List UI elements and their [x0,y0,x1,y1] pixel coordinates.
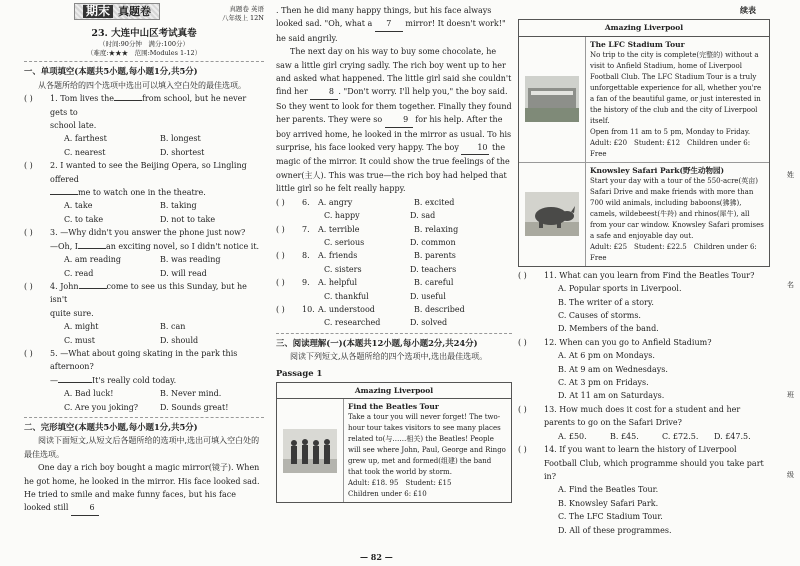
option-c[interactable]: C. sisters [324,264,362,274]
entry-text [585,163,769,266]
cloze-question-8 [276,249,512,262]
option-c[interactable]: C. happy [324,211,360,221]
question-number: 13. [544,404,560,414]
option-a[interactable]: A. understood [318,304,375,314]
stem-blank [114,100,142,101]
continued-label: 续表 [740,5,756,15]
banner-right: 真题卷 [118,5,152,18]
exam-difficulty: （难度:★★★ 范围:Modules 1-12） [86,49,202,58]
left-column [24,0,264,566]
option[interactable]: C. The LFC Stadium Tour. [558,512,663,522]
entry-body: Take a tour you will never forget! The two-hour tour takes visitors to see many places related to(与……相关) the Beatles! People will see where John, Paul, George and Ringo grew up, met and formed(组建) the band that took the world by storm. [348,413,506,477]
stem-blank [50,194,78,195]
question-stem [50,280,264,320]
options-row [276,236,512,249]
question-number: 14. [544,445,560,455]
question-number: 11. [544,270,560,280]
header-right [222,5,264,23]
stem-text: Tom lives the [60,94,114,104]
stem-text: If you want to learn the history of Liverpool Football Club, which programme should you take part in? [544,445,764,481]
cloze-blank-7[interactable]: 7 [375,17,403,31]
exam-title: 23. 大连中山区考试真卷 [91,28,197,39]
option-a[interactable]: A. might [64,322,99,332]
entry-body: Start your day with a tour of the 550-acre(英亩) Safari Drive and make friends with more than 700 wild animals, including baboons(狒狒), camels, wildebeest(牛羚) and rhinos(犀牛), all from your car window. Knowsley Safari promises a safe and enjoyable day out. [590,176,764,240]
answer-paren[interactable]: ( ) [518,337,527,347]
option-c[interactable]: C. must [64,335,95,345]
option[interactable]: B. Knowsley Safari Park. [558,498,659,508]
section1-questions [24,92,264,414]
cloze-question-10 [276,303,512,316]
option-d[interactable]: D. not to take [160,214,216,224]
option-d[interactable]: D. Sounds great! [160,402,229,412]
entry-price: Adult: £25 Student: £22.5 Children under 6: Free [590,242,757,262]
box-title: Amazing Liverpool [277,383,511,399]
cloze-text: One day a rich boy bought a magic mirror(镜子). When he got home, he looked in the mirror. His face looked sad. He tried to smile and make funny faces, but his face looked still [24,463,260,513]
stadium-photo [519,37,585,162]
cloze-text: for his help. After the boy arrived home, he looked in the mirror as usual. To his surprise, his face looked very happy. The boy [276,115,512,153]
option-d[interactable]: D. useful [410,291,446,301]
entry-price: Adult: £20 Student: £12 Children under 6: Free [590,138,751,158]
box-title: Amazing Liverpool [519,20,769,36]
stem-text: I wanted to see the Beijing Opera, so Lingling offered [50,161,247,184]
answer-paren[interactable]: ( ) [24,348,33,358]
entry-price: Adult: £18. 95 Student: £15 [348,479,452,488]
exam-header [24,3,264,25]
options-row [24,334,264,347]
question-number: 7. [302,224,310,234]
header-right-line2: 八年级上 12N [221,14,264,22]
cloze-text: . "Don't worry. I'll help you," the boy said. So they went to look for them together. Finally they found her parents. They were so [276,87,512,125]
option-b[interactable]: B. relaxing [414,224,459,234]
question-number: 4. [50,281,61,291]
option[interactable]: C. £72.5. [662,431,699,441]
option-a[interactable]: A. farthest [64,134,107,144]
stem-text: When can you go to Anfield Stadium? [559,337,712,347]
answer-paren[interactable]: ( ) [276,224,285,234]
middle-column [276,0,512,566]
stem-text: John [60,281,79,291]
right-column [518,0,770,566]
stem-text: It's really cold today. [92,375,177,385]
cloze-question-6 [276,196,512,209]
section2-title: 二、完形填空(本题共5小题,每小题1分,共5分) [24,421,198,432]
section1-instruction: 从各题所给的四个选项中选出可以填入空白处的最佳选项。 [38,80,246,90]
stem-text: from school, but he never gets to [50,94,247,117]
section3-questions [518,269,770,537]
option-a[interactable]: A. Bad luck! [64,389,114,399]
options-row [276,290,512,303]
divider [24,417,264,418]
option[interactable]: B. £45. [610,431,639,441]
entry-name: Find the Beatles Tour [348,402,439,412]
side-mark-4: 级 [787,471,794,479]
option-d[interactable]: D. common [410,237,456,247]
stem-text: me to watch one in the theatre. [78,188,206,198]
question-number: 3. [50,228,61,238]
question-stem [544,403,770,430]
option[interactable]: B. The writer of a story. [558,297,654,307]
options-row [24,320,264,333]
option-c[interactable]: C. read [64,268,94,278]
entry-lfc [519,37,769,163]
side-mark-1: 姓 [787,171,794,179]
question-2 [24,159,264,199]
option-d[interactable]: D. solved [410,318,448,328]
cloze-text: The next day on his way to buy some chocolate, he saw a little girl crying sadly. The rich boy went up to her and asked what happened. The little girl said she couldn't find her [276,47,512,97]
section2-questions [276,196,512,330]
options-row [24,199,264,212]
answer-paren[interactable]: ( ) [518,404,527,414]
question-3 [24,226,264,253]
passage-label: Passage 1 [276,367,323,378]
question-4 [24,280,264,320]
option-b[interactable]: B. careful [414,278,454,288]
cloze-blank-8[interactable]: 8 [310,85,338,99]
options-row [276,316,512,329]
options-row [276,263,512,276]
entry-name: The LFC Stadium Tour [590,39,685,49]
answer-paren[interactable]: ( ) [276,278,285,288]
options-row [24,401,264,414]
cloze-text: the magic of the mirror. It could show the true feelings of the owner(主人). This was true—the rich boy had helped that little girl so he felt really happy. [276,143,510,194]
exam-info: （时间:90分钟 满分:100分） [98,40,190,49]
stem-text: school late. [50,121,97,131]
option[interactable]: D. At 11 am on Saturdays. [558,391,665,401]
question-stem [50,159,264,199]
stem-text: quite sure. [50,308,94,318]
options-row [276,209,512,222]
question-12 [518,336,770,349]
stem-text: What can you learn from Find the Beatles Tour? [559,270,755,280]
option-a[interactable]: A. take [64,201,93,211]
answer-paren[interactable]: ( ) [276,197,285,207]
stem-text: an exciting novel, so I didn't notice it. [105,241,260,251]
option-b[interactable]: B. longest [160,134,201,144]
option-a[interactable]: A. angry [318,197,353,207]
section3-title: 三、阅读理解(一)(本题共12小题,每小题2分,共24分) [276,337,478,348]
question-number: 9. [302,278,310,288]
cloze-question-7 [276,223,512,236]
question-number: 12. [544,337,560,347]
option[interactable]: A. Popular sports in Liverpool. [558,284,682,294]
option-b[interactable]: B. was reading [160,255,221,265]
options-row [24,213,264,226]
stem-text: How much does it cost for a student and her parents to go on the Safari Drive? [544,404,741,428]
option[interactable]: A. £50. [558,431,587,441]
option-c[interactable]: C. Are you joking? [64,402,139,412]
banner-left: 期末 [83,5,113,18]
option[interactable]: B. At 9 am on Wednesdays. [558,364,668,374]
side-mark-2: 名 [787,281,794,289]
option-c[interactable]: C. researched [324,318,381,328]
question-stem [544,269,754,282]
rhino-photo [519,163,585,266]
question-11 [518,269,770,282]
question-1 [24,92,264,132]
question-stem [50,226,259,253]
cloze-blank-10[interactable]: 10 [461,141,489,155]
entry-body: No trip to the city is complete(完整的) without a visit to Anfield Stadium, home of Liverpool Football Club. The LFC Stadium Tour is a truly unforgettable experience for all, whether you're a fan of the beautiful game, or just interested in the history of the club and the city of Liverpool itself. [590,50,762,125]
question-number: 8. [302,251,310,261]
option-d[interactable]: D. should [160,335,199,345]
passage-box [276,382,512,503]
option-a[interactable]: A. am reading [64,255,122,265]
answer-paren[interactable]: ( ) [24,228,33,238]
question-number: 10. [302,304,315,314]
option-b[interactable]: B. excited [414,197,455,207]
question-number: 2. [50,161,61,171]
cloze-blank-6[interactable]: 6 [71,501,99,515]
exam-banner [74,3,160,20]
option[interactable]: D. All of these programmes. [558,525,672,535]
entry-beatles [277,399,511,502]
cloze-paragraph-1-cont [276,4,512,45]
cloze-paragraph-2 [276,45,512,195]
option-c[interactable]: C. nearest [64,147,106,157]
option-b[interactable]: B. described [414,304,465,314]
beatles-photo [277,399,343,502]
section2-instruction: 阅读下面短文,从短文后各题所给的选项中,选出可填入空白处的最佳选项。 [24,436,260,459]
question-5 [24,347,264,387]
stem-text: come to see us this Sunday, but he isn't [50,281,247,305]
option-d[interactable]: D. shortest [160,147,205,157]
options-row [24,387,264,400]
option[interactable]: C. At 3 pm on Fridays. [558,378,649,388]
option-d[interactable]: D. will read [160,268,207,278]
option-c[interactable]: C. serious [324,237,365,247]
entry-safari [519,163,769,266]
entry-text [585,37,769,162]
answer-paren[interactable]: ( ) [276,304,285,314]
answer-paren[interactable]: ( ) [518,445,527,455]
option-d[interactable]: D. teachers [410,264,457,274]
option-a[interactable]: A. terrible [318,224,360,234]
option[interactable]: D. Members of the band. [558,324,659,334]
question-number: 6. [302,197,310,207]
options-row [24,146,264,159]
cloze-text: . Then he did many happy things, but his face always looked sad. "Oh, what a [276,6,492,29]
option-b[interactable]: B. Never mind. [160,389,222,399]
answer-paren[interactable]: ( ) [24,281,33,291]
question-stem [544,443,770,483]
cloze-blank-9[interactable]: 9 [385,113,413,127]
option-b[interactable]: B. parents [414,251,456,261]
answer-paren[interactable]: ( ) [24,161,33,171]
header-right-line1: 真题卷 英语 [229,5,264,13]
entry-text [343,399,511,502]
option-c[interactable]: C. thankful [324,291,369,301]
side-mark-3: 班 [787,391,794,399]
option-b[interactable]: B. can [160,322,186,332]
option-a[interactable]: A. helpful [318,278,358,288]
divider [276,333,512,334]
option[interactable]: A. Find the Beatles Tour. [558,485,659,495]
divider [24,61,264,62]
question-14 [518,443,770,483]
question-13 [518,403,770,430]
option[interactable]: C. Causes of storms. [558,311,641,321]
stem-blank [78,248,106,249]
section1-title: 一、单项填空(本题共5小题,每小题1分,共5分) [24,66,198,77]
page-number: — 82 — [360,552,393,562]
option[interactable]: D. £47.5. [714,431,751,441]
stem-blank [79,288,107,289]
stem-text: —Why didn't you answer the phone just now? [60,228,246,238]
stem-text: —Oh, I [50,241,78,251]
question-number: 1. [50,94,61,104]
stem-text: —What about going skating in the park this afternoon? [50,348,238,372]
entry-name: Knowsley Safari Park(野生动物园) [590,165,725,175]
option-a[interactable]: A. friends [318,251,358,261]
question-stem [50,347,264,387]
entry-price: Children under 6: £10 [348,490,427,499]
answer-paren[interactable]: ( ) [24,94,33,104]
answer-paren[interactable]: ( ) [518,270,527,280]
options-row [24,132,264,145]
entry-hours: Open from 11 am to 5 pm, Monday to Friday. [590,127,751,136]
options-row [24,253,264,266]
answer-paren[interactable]: ( ) [276,251,285,261]
cloze-paragraph-1 [24,461,264,516]
question-stem [50,92,264,132]
options-row [24,267,264,280]
option-d[interactable]: D. sad [410,211,436,221]
passage-box-continued [518,19,770,266]
option-b[interactable]: B. taking [160,201,197,211]
stem-dash: — [50,375,58,385]
question-stem [544,336,712,349]
cloze-text: mirror! It doesn't work!" he said angrily. [276,19,506,43]
question-number: 5. [50,348,61,358]
section3-instruction: 阅读下列短文,从各题所给的四个选项中,选出最佳选项。 [290,352,488,362]
stem-blank [58,382,92,383]
option-c[interactable]: C. to take [64,214,104,224]
options-row [518,430,770,443]
cloze-question-9 [276,276,512,289]
option[interactable]: A. At 6 pm on Mondays. [558,351,655,361]
